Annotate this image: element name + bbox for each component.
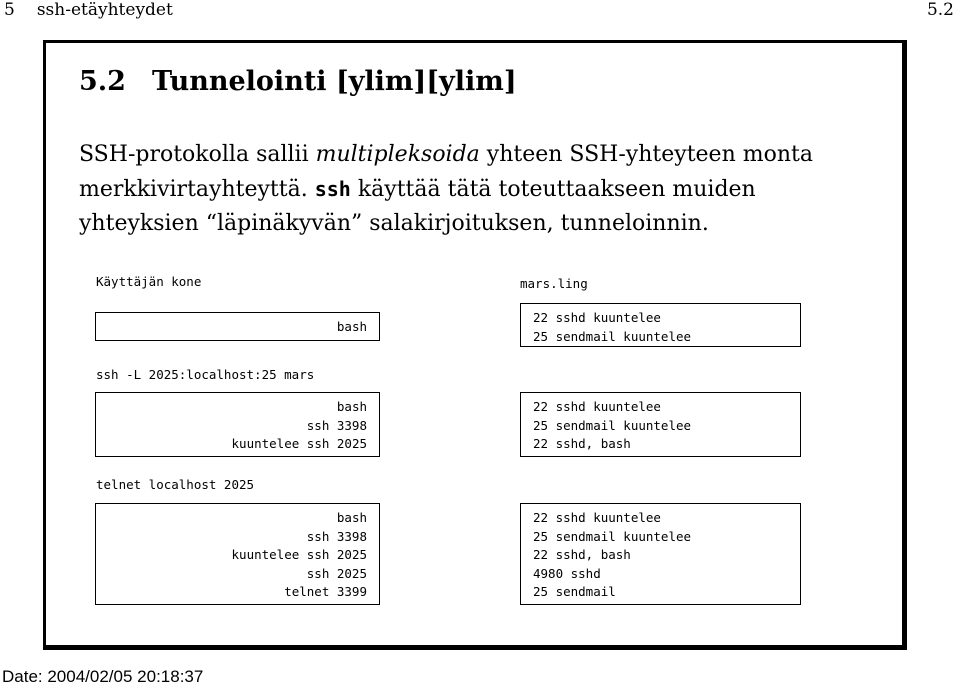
process-line: kuuntelee ssh 2025 [231,436,367,451]
process-line: 22 sshd, bash [533,547,631,562]
chapter-number: 5 [4,0,15,20]
process-line: 4980 sshd [533,565,601,581]
right-heading: mars.ling [520,276,588,291]
process-line: telnet 3399 [284,584,367,599]
stage3-remote-box [520,503,801,605]
process-line: 22 sshd kuuntelee [533,510,661,525]
body-paragraph [79,138,859,241]
stage1-local-box [95,312,380,341]
paragraph-text: käyttää tätä toteuttaakseen muiden yhteyksien “läpinäkyvän” salakirjoituksen, tunneloinnin. [79,177,756,236]
stage1-remote-box [520,303,801,347]
chapter-title: ssh-etäyhteydet [36,0,173,20]
process-line: ssh 2025 [306,565,367,581]
stage3-command: telnet localhost 2025 [96,477,255,492]
process-line: 25 sendmail kuuntelee [533,417,692,433]
date-footer: Date: 2004/02/05 20:18:37 [2,667,204,686]
section-title [79,66,517,97]
stage3-local-box [95,503,380,605]
paragraph-text: SSH-protokolla sallii [79,142,316,167]
paragraph-code: ssh [314,177,351,201]
section-title-text: Tunnelointi [ylim][ylim] [151,66,517,97]
left-heading: Käyttäjän kone [96,274,202,289]
stage2-remote-box [520,392,801,457]
process-line: 25 sendmail kuuntelee [533,528,692,544]
process-line: 22 sshd, bash [533,436,631,451]
process-line: 25 sendmail kuuntelee [533,328,692,344]
page-number: 5.2 [926,0,954,20]
process-line: bash [336,319,367,334]
process-line: bash [336,510,367,525]
paragraph-text: yhteen SSH-yhteyteen monta merkkivirtayhteyttä. [79,142,813,202]
paragraph-emphasis: multipleksoida [315,142,480,167]
process-line: ssh 3398 [306,528,367,544]
process-line: 25 sendmail [533,584,616,599]
stage2-command: ssh -L 2025:localhost:25 mars [96,367,315,382]
running-header-left [4,0,173,20]
stage2-local-box [95,392,380,457]
process-line: bash [336,399,367,414]
process-line: kuuntelee ssh 2025 [231,547,367,562]
process-line: 22 sshd kuuntelee [533,399,661,414]
process-line: ssh 3398 [306,417,367,433]
process-line: 22 sshd kuuntelee [533,310,661,325]
section-number: 5.2 [79,66,126,97]
